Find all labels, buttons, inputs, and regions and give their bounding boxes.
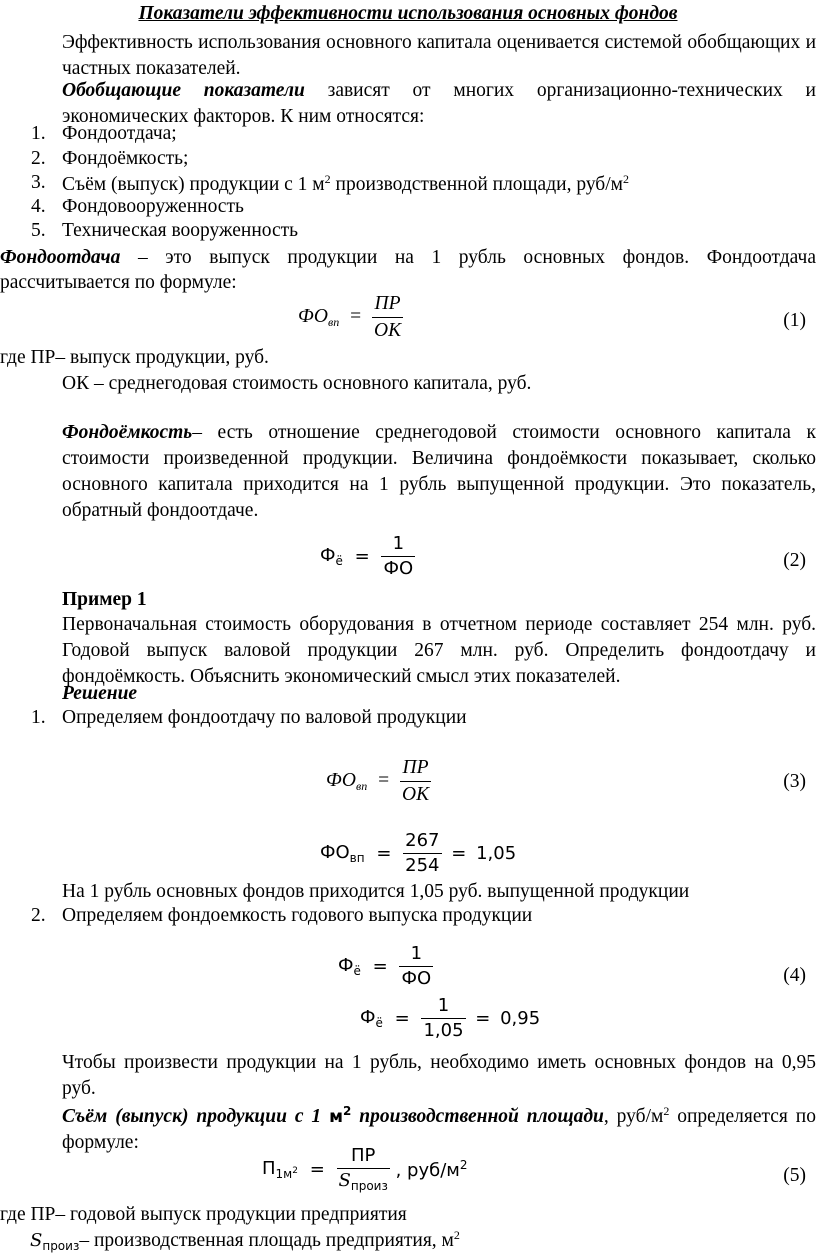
- where-line: где ПР– годовой выпуск продукции предприятия: [0, 1204, 407, 1225]
- where-line: $S_{произ}-$ производственная площадь предприятия, $м^2$: [30, 1228, 460, 1253]
- formula-4: $Ф_ё$ = $\frac{1}{ФО}$: [338, 943, 432, 989]
- formula-5: $П_{1м^2}$ = $\frac{ПР}{S_{произ}}$ , руб/$м^2$: [262, 1145, 468, 1193]
- equation-number-1: (1): [783, 310, 806, 331]
- equation-number-5: (5): [783, 1165, 806, 1186]
- fondootdacha-definition: Фондоотдача – это выпуск продукции на 1 рубль основных фондов. Фондоотдача рассчитывается по формуле:: [0, 247, 816, 293]
- intro-paragraph: Эффективность использования основного капитала оценивается системой обобщающих и частных показателей.: [62, 32, 816, 79]
- equation-number-2: (2): [783, 550, 806, 571]
- general-indicators-text: зависят от многих организационно-технических и экономических факторов. К ним относятся:: [62, 80, 816, 127]
- solution-heading: Решение: [62, 683, 138, 704]
- step1-result: На 1 рубль основных фондов приходится 1,05 руб. выпущенной продукции: [62, 881, 690, 902]
- general-indicators-term: Обобщающие показатели: [62, 80, 305, 101]
- example-title: Пример 1: [62, 589, 147, 610]
- equation-number-4: (4): [783, 965, 806, 986]
- where-line: где ПР– выпуск продукции, руб.: [0, 347, 269, 368]
- example-text: Первоначальная стоимость оборудования в отчетном периоде составляет 254 млн. руб. Годовой выпуск валовой продукции 267 млн. руб. Определить фондоотдачу и фондоёмкость. Объяснить экономический смысл этих показателей.: [62, 614, 816, 687]
- formula-2: $Ф_ё$ = $\frac{1}{ФО}$: [320, 533, 414, 579]
- equation-number-3: (3): [783, 771, 806, 792]
- area-definition: Съём (выпуск) продукции с 1 $м^2$ производственной площади, руб/$м^2$ определяется по формуле:: [62, 1104, 816, 1153]
- formula-3: $ФО_{вп}$ = $\frac{ПР}{ОК}$: [326, 757, 430, 805]
- document-page: Показатели эффективности использования основных фондов Эффективность использования основного капитала оценивается системой обобщающих и частных показателей. Обобщающие показатели зависят от многих организационно-технических и экономических факторов. К ним относятся: 1. Фондоотдача; 2. Фондоёмкость; 3. Съём (выпуск) продукции с 1 $м^2$ производственной площади, руб/$м^2$ 4. Фондовооруженность 5. Техническая вооруженность Фондоотдача – это выпуск продукции на 1 рубль основных фондов. Фондоотдача рассчитывается по формуле: $ФО_{вп}$ = $\frac{ПР}{ОК}$ (1) где ПР– выпуск продукции, руб. ОК – среднегодовая стоимость основного капитала, руб. Фондоёмкость– есть отношение среднегодовой стоимости основного капитала к стоимости произведенной продукции. Величина фондоёмкости показывает, сколько основного капитала приходится на 1 рубль выпущенной продукции. Это показатель, обратный фондоотдаче. $Ф_ё$ = $\frac{1}{ФО}$ (2) Пример 1 Первоначальная стоимость оборудования в отчетном периоде составляет 254 млн. руб. Годовой выпуск валовой продукции 267 млн. руб. Определить фондоотдачу и фондоёмкость. Объяснить экономический смысл этих показателей. Решение 1. Определяем фондоотдачу по валовой продукции $ФО_{вп}$ = $\frac{ПР}{ОК}$ (3) $ФО_{вп}$ = $\frac{267}{254}$ = 1,05 На 1 рубль основных фондов приходится 1,05 руб. выпущенной продукции 2. Определяем фондоемкость годового выпуска продукции $Ф_ё$ = $\frac{1}{ФО}$ (4) $Ф_ё$ = $\frac{1}{1,05}$ = 0,95 Чтобы произвести продукции на 1 рубль, необходимо иметь основных фондов на 0,95 руб. Съём (выпуск) продукции с 1 $м^2$ производственной площади, руб/$м^2$ определяется по формуле: $П_{1м^2}$ = $\frac{ПР}{S_{произ}}$ , руб/$м^2$ (5) где ПР– годовой выпуск продукции предприятия $S_{произ}-$ производственная площадь предприятия, $м^2$: [0, 0, 816, 1253]
- calc-4: $Ф_ё$ = $\frac{1}{1,05}$ = 0,95: [360, 995, 541, 1041]
- formula-1: $ФО_{вп}$ = $\frac{ПР}{ОК}$: [298, 293, 402, 341]
- where-line: ОК – среднегодовая стоимость основного капитала, руб.: [62, 373, 532, 394]
- step2-result: Чтобы произвести продукции на 1 рубль, необходимо иметь основных фондов на 0,95 руб.: [62, 1052, 816, 1099]
- calc-3: $ФО_{вп}$ = $\frac{267}{254}$ = 1,05: [320, 830, 517, 876]
- fondoemkost-definition: Фондоёмкость– есть отношение среднегодовой стоимости основного капитала к стоимости произведенной продукции. Величина фондоёмкости показывает, сколько основного капитала приходится на 1 рубль выпущенной продукции. Это показатель, обратный фондоотдаче.: [62, 422, 816, 521]
- page-title: Показатели эффективности использования основных фондов: [138, 3, 678, 24]
